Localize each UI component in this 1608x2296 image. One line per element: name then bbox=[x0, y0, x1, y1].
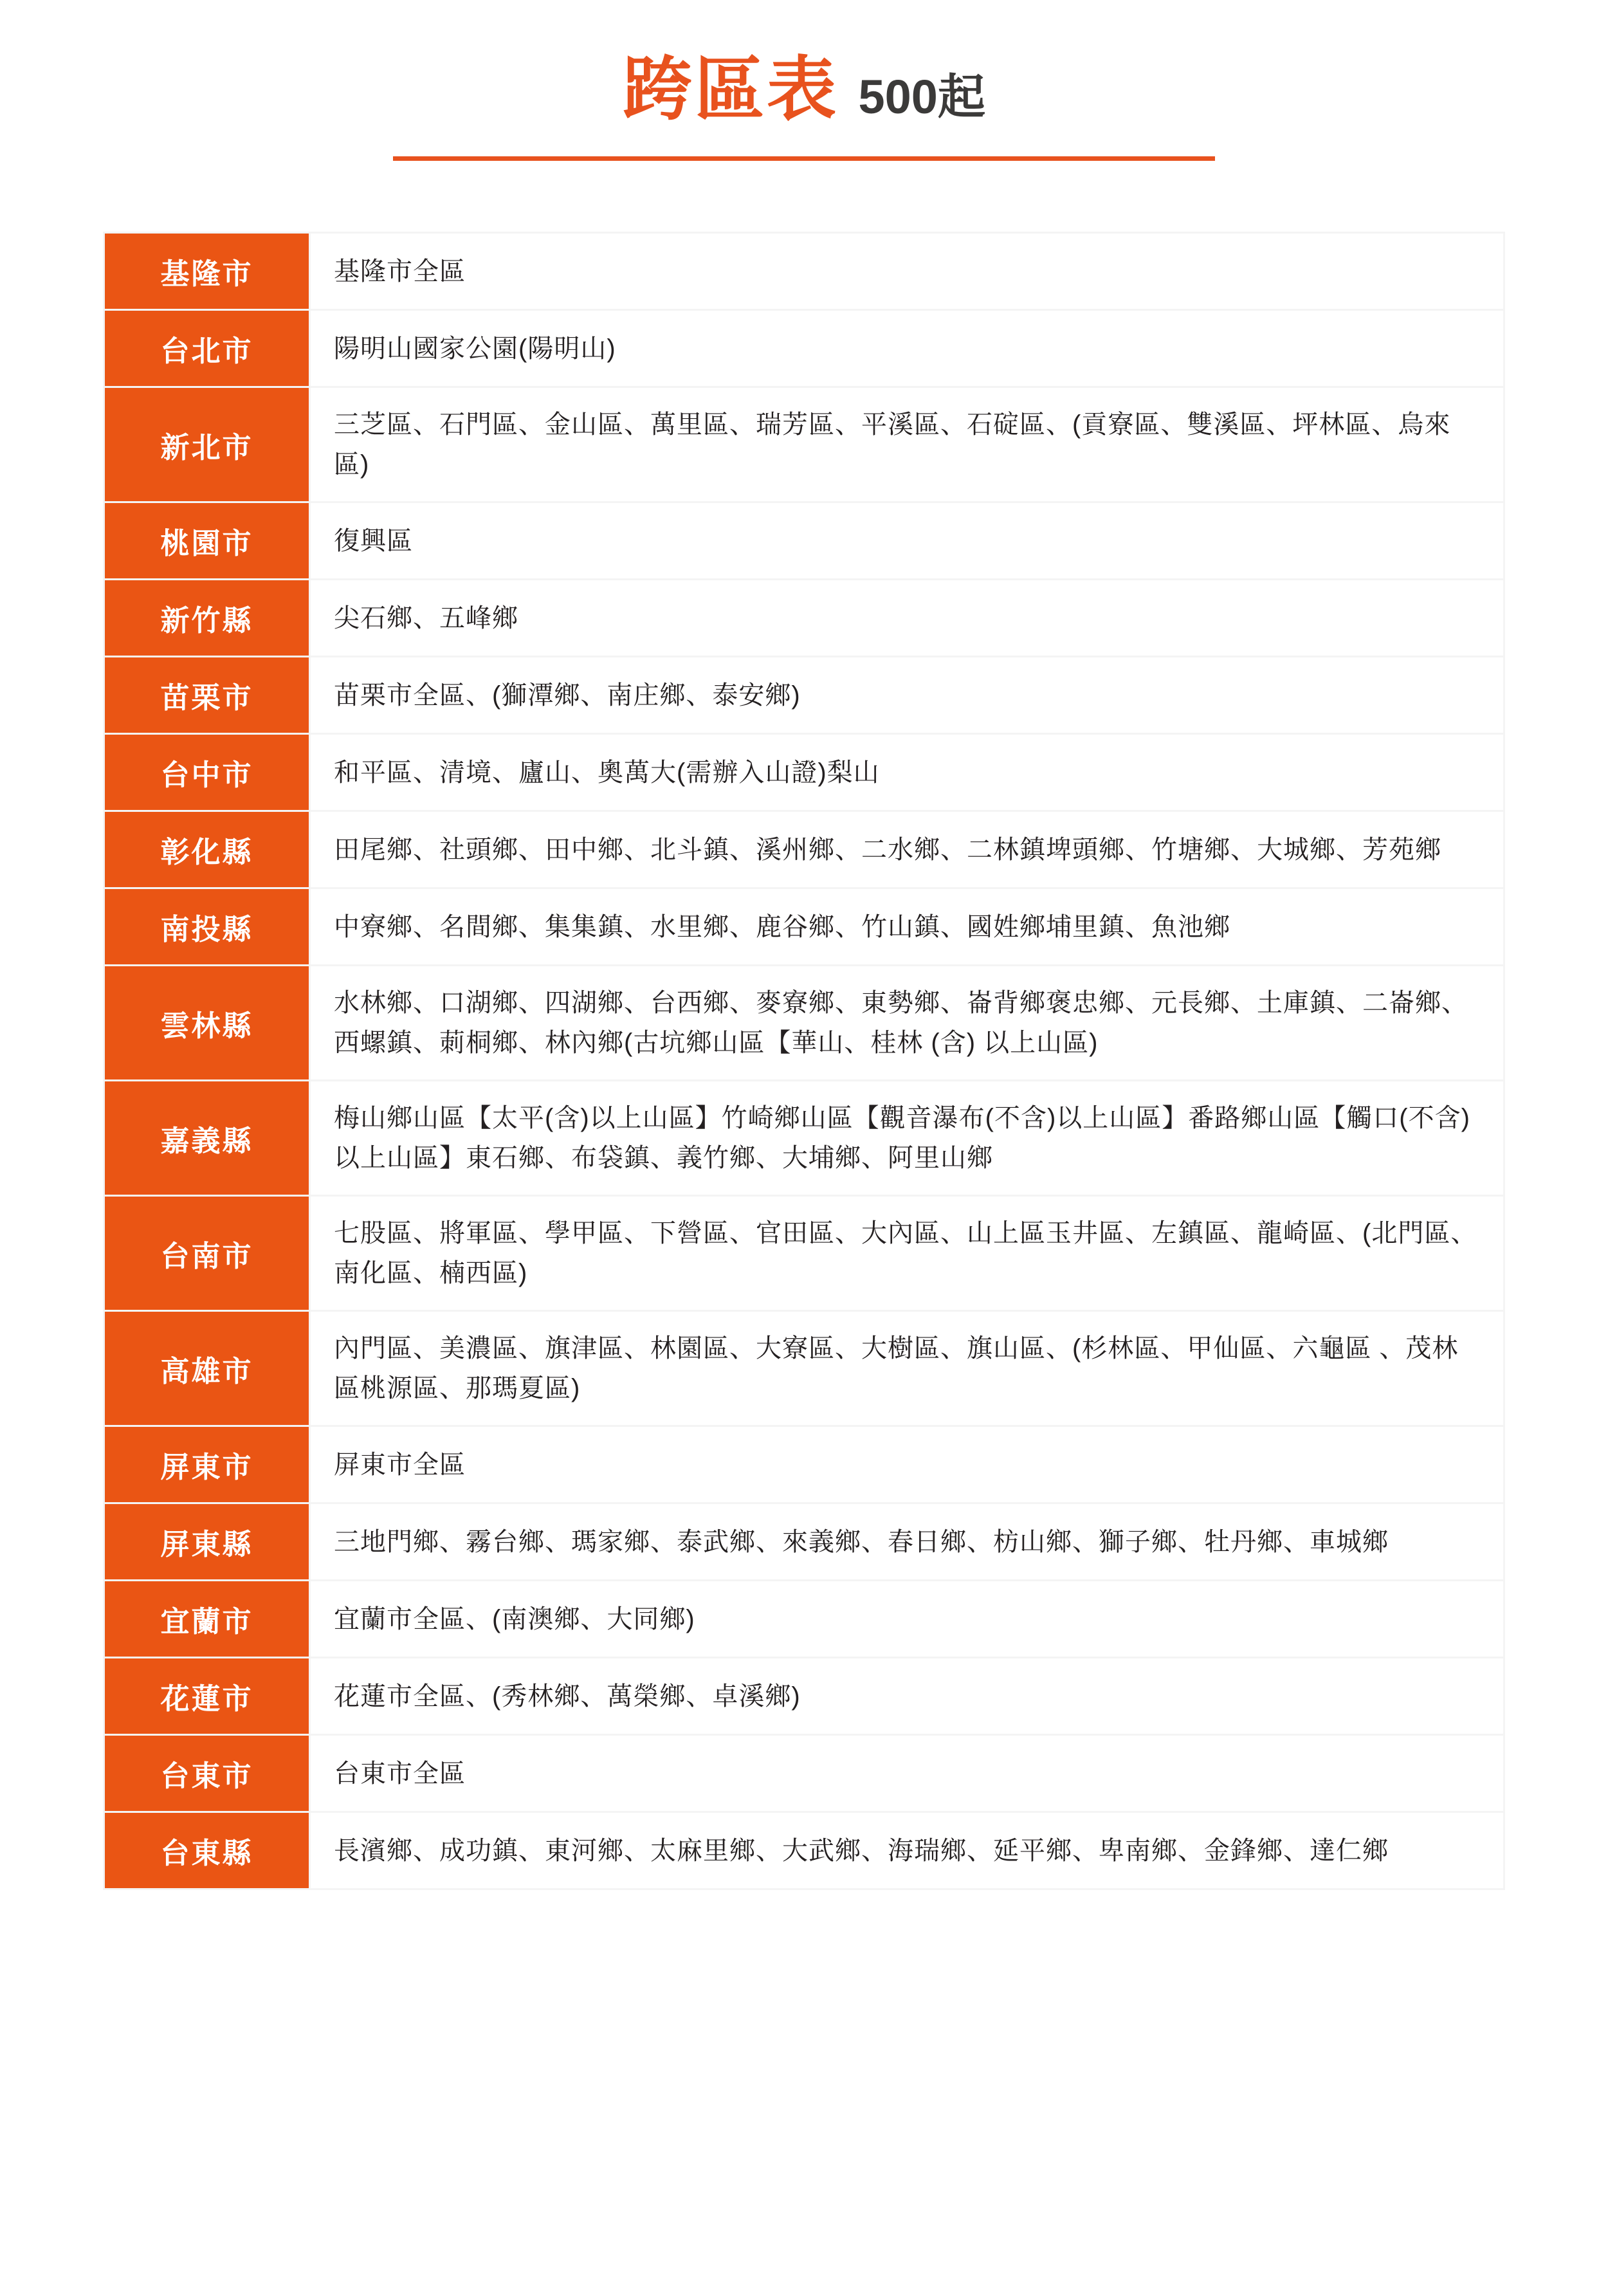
region-cell: 屏東縣 bbox=[104, 1503, 310, 1581]
areas-cell: 梅山鄉山區【太平(含)以上山區】竹崎鄉山區【觀音瀑布(不含)以上山區】番路鄉山區【觸口(不含)以上山區】東石鄉、布袋鎮、義竹鄉、大埔鄉、阿里山鄉 bbox=[310, 1081, 1504, 1196]
region-cell: 桃園市 bbox=[104, 502, 310, 580]
areas-cell: 苗栗市全區、(獅潭鄉、南庄鄉、泰安鄉) bbox=[310, 657, 1504, 734]
region-cell: 高雄市 bbox=[104, 1311, 310, 1426]
areas-cell: 台東市全區 bbox=[310, 1735, 1504, 1812]
zones-table-wrapper bbox=[103, 232, 1505, 1890]
table-row bbox=[104, 1812, 1504, 1889]
table-row bbox=[104, 387, 1504, 502]
region-cell: 彰化縣 bbox=[104, 811, 310, 888]
zones-table bbox=[103, 232, 1505, 1890]
table-row bbox=[104, 1081, 1504, 1196]
table-row bbox=[104, 233, 1504, 310]
region-cell: 新竹縣 bbox=[104, 580, 310, 657]
region-cell: 屏東市 bbox=[104, 1426, 310, 1503]
table-row bbox=[104, 657, 1504, 734]
region-cell: 新北市 bbox=[104, 387, 310, 502]
title-line bbox=[623, 33, 985, 133]
areas-cell: 七股區、將軍區、學甲區、下營區、官田區、大內區、山上區玉井區、左鎮區、龍崎區、(北門區、南化區、楠西區) bbox=[310, 1196, 1504, 1311]
table-row bbox=[104, 1196, 1504, 1311]
table-row bbox=[104, 1503, 1504, 1581]
areas-cell: 宜蘭市全區、(南澳鄉、大同鄉) bbox=[310, 1581, 1504, 1658]
areas-cell: 內門區、美濃區、旗津區、林園區、大寮區、大樹區、旗山區、(杉林區、甲仙區、六龜區 、茂林區桃源區、那瑪夏區) bbox=[310, 1311, 1504, 1426]
table-row bbox=[104, 1658, 1504, 1735]
table-row bbox=[104, 1426, 1504, 1503]
areas-cell: 陽明山國家公園(陽明山) bbox=[310, 310, 1504, 387]
table-row bbox=[104, 966, 1504, 1081]
table-row bbox=[104, 1581, 1504, 1658]
areas-cell: 水林鄉、口湖鄉、四湖鄉、台西鄉、麥寮鄉、東勢鄉、崙背鄉褒忠鄉、元長鄉、土庫鎮、二崙鄉、西螺鎮、莿桐鄉、林內鄉(古坑鄉山區【華山、桂林 (含) 以上山區) bbox=[310, 966, 1504, 1081]
table-row bbox=[104, 580, 1504, 657]
areas-cell: 花蓮市全區、(秀林鄉、萬榮鄉、卓溪鄉) bbox=[310, 1658, 1504, 1735]
areas-cell: 三地門鄉、霧台鄉、瑪家鄉、泰武鄉、來義鄉、春日鄉、枋山鄉、獅子鄉、牡丹鄉、車城鄉 bbox=[310, 1503, 1504, 1581]
page-title: 跨區表 bbox=[623, 50, 839, 128]
document-header bbox=[0, 0, 1608, 161]
region-cell: 宜蘭市 bbox=[104, 1581, 310, 1658]
region-cell: 雲林縣 bbox=[104, 966, 310, 1081]
areas-cell: 田尾鄉、社頭鄉、田中鄉、北斗鎮、溪州鄉、二水鄉、二林鎮埤頭鄉、竹塘鄉、大城鄉、芳苑鄉 bbox=[310, 811, 1504, 888]
page-subtitle: 500起 bbox=[858, 70, 985, 124]
region-cell: 南投縣 bbox=[104, 888, 310, 966]
areas-cell: 三芝區、石門區、金山區、萬里區、瑞芳區、平溪區、石碇區、(貢寮區、雙溪區、坪林區、烏來區) bbox=[310, 387, 1504, 502]
region-cell: 台東縣 bbox=[104, 1812, 310, 1889]
areas-cell: 長濱鄉、成功鎮、東河鄉、太麻里鄉、大武鄉、海瑞鄉、延平鄉、卑南鄉、金鋒鄉、達仁鄉 bbox=[310, 1812, 1504, 1889]
areas-cell: 中寮鄉、名間鄉、集集鎮、水里鄉、鹿谷鄉、竹山鎮、國姓鄉埔里鎮、魚池鄉 bbox=[310, 888, 1504, 966]
table-row bbox=[104, 734, 1504, 811]
areas-cell: 屏東市全區 bbox=[310, 1426, 1504, 1503]
table-row bbox=[104, 310, 1504, 387]
table-row bbox=[104, 888, 1504, 966]
areas-cell: 尖石鄉、五峰鄉 bbox=[310, 580, 1504, 657]
region-cell: 苗栗市 bbox=[104, 657, 310, 734]
region-cell: 嘉義縣 bbox=[104, 1081, 310, 1196]
region-cell: 基隆市 bbox=[104, 233, 310, 310]
table-row bbox=[104, 502, 1504, 580]
region-cell: 台北市 bbox=[104, 310, 310, 387]
region-cell: 台南市 bbox=[104, 1196, 310, 1311]
title-divider bbox=[393, 156, 1215, 161]
areas-cell: 基隆市全區 bbox=[310, 233, 1504, 310]
region-cell: 花蓮市 bbox=[104, 1658, 310, 1735]
region-cell: 台中市 bbox=[104, 734, 310, 811]
areas-cell: 復興區 bbox=[310, 502, 1504, 580]
zones-table-body bbox=[104, 233, 1504, 1889]
table-row bbox=[104, 1735, 1504, 1812]
table-row bbox=[104, 811, 1504, 888]
region-cell: 台東市 bbox=[104, 1735, 310, 1812]
areas-cell: 和平區、清境、廬山、奧萬大(需辦入山證)梨山 bbox=[310, 734, 1504, 811]
table-row bbox=[104, 1311, 1504, 1426]
